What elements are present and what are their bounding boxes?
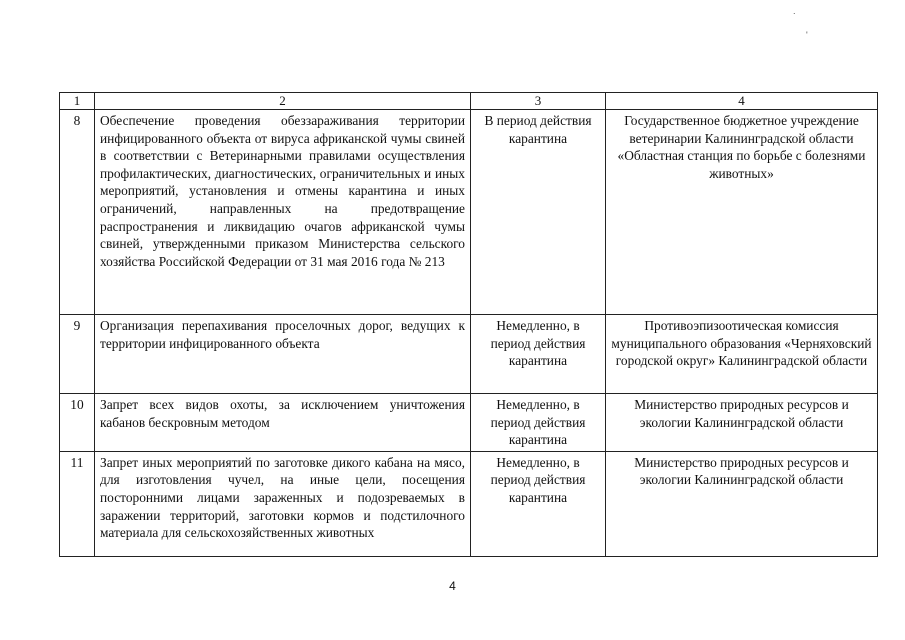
table-row bbox=[60, 394, 878, 452]
table-header-row bbox=[60, 93, 878, 110]
row-number: 8 bbox=[60, 110, 95, 315]
period-text: В период действия карантина bbox=[471, 110, 606, 315]
responsible-text: Противоэпизоотическая комиссия муниципального образования «Черняховский городской округ» Калининградской области bbox=[606, 315, 878, 394]
row-number: 11 bbox=[60, 451, 95, 556]
period-text: Немедленно, в период действия карантина bbox=[471, 394, 606, 452]
measures-table bbox=[59, 92, 878, 557]
column-header: 2 bbox=[95, 93, 471, 110]
row-number: 10 bbox=[60, 394, 95, 452]
period-text: Немедленно, в период действия карантина bbox=[471, 451, 606, 556]
column-header: 4 bbox=[606, 93, 878, 110]
scan-mark: . bbox=[793, 6, 796, 16]
measure-text: Организация перепахивания проселочных дорог, ведущих к территории инфицированного объекта bbox=[95, 315, 471, 394]
table-row bbox=[60, 451, 878, 556]
column-header: 1 bbox=[60, 93, 95, 110]
scan-mark: ' bbox=[806, 30, 808, 40]
row-number: 9 bbox=[60, 315, 95, 394]
measure-text: Обеспечение проведения обеззараживания территории инфицированного объекта от вируса африканской чумы свиней в соответствии с Ветеринарными правилами осуществления профилактических, диагностических, ограничительных и иных мероприятий, установления и отмены карантина и иных ограничений, направленных на предотвращение распространения и ликвидацию очагов африканской чумы свиней, утвержденными приказом Министерства сельского хозяйства Российской Федерации от 31 мая 2016 года № 213 bbox=[95, 110, 471, 315]
responsible-text: Министерство природных ресурсов и экологии Калининградской области bbox=[606, 394, 878, 452]
column-header: 3 bbox=[471, 93, 606, 110]
measure-text: Запрет всех видов охоты, за исключением уничтожения кабанов бескровным методом bbox=[95, 394, 471, 452]
responsible-text: Государственное бюджетное учреждение ветеринарии Калининградской области «Областная станция по борьбе с болезнями животных» bbox=[606, 110, 878, 315]
measure-text: Запрет иных мероприятий по заготовке дикого кабана на мясо, для изготовления чучел, на иные цели, посещения посторонними лицами зараженных и подозреваемых в заражении территорий, заготовки кормов и подстилочного материала для сельскохозяйственных животных bbox=[95, 451, 471, 556]
table-row bbox=[60, 315, 878, 394]
table-row bbox=[60, 110, 878, 315]
responsible-text: Министерство природных ресурсов и экологии Калининградской области bbox=[606, 451, 878, 556]
page-number: 4 bbox=[449, 579, 456, 593]
period-text: Немедленно, в период действия карантина bbox=[471, 315, 606, 394]
